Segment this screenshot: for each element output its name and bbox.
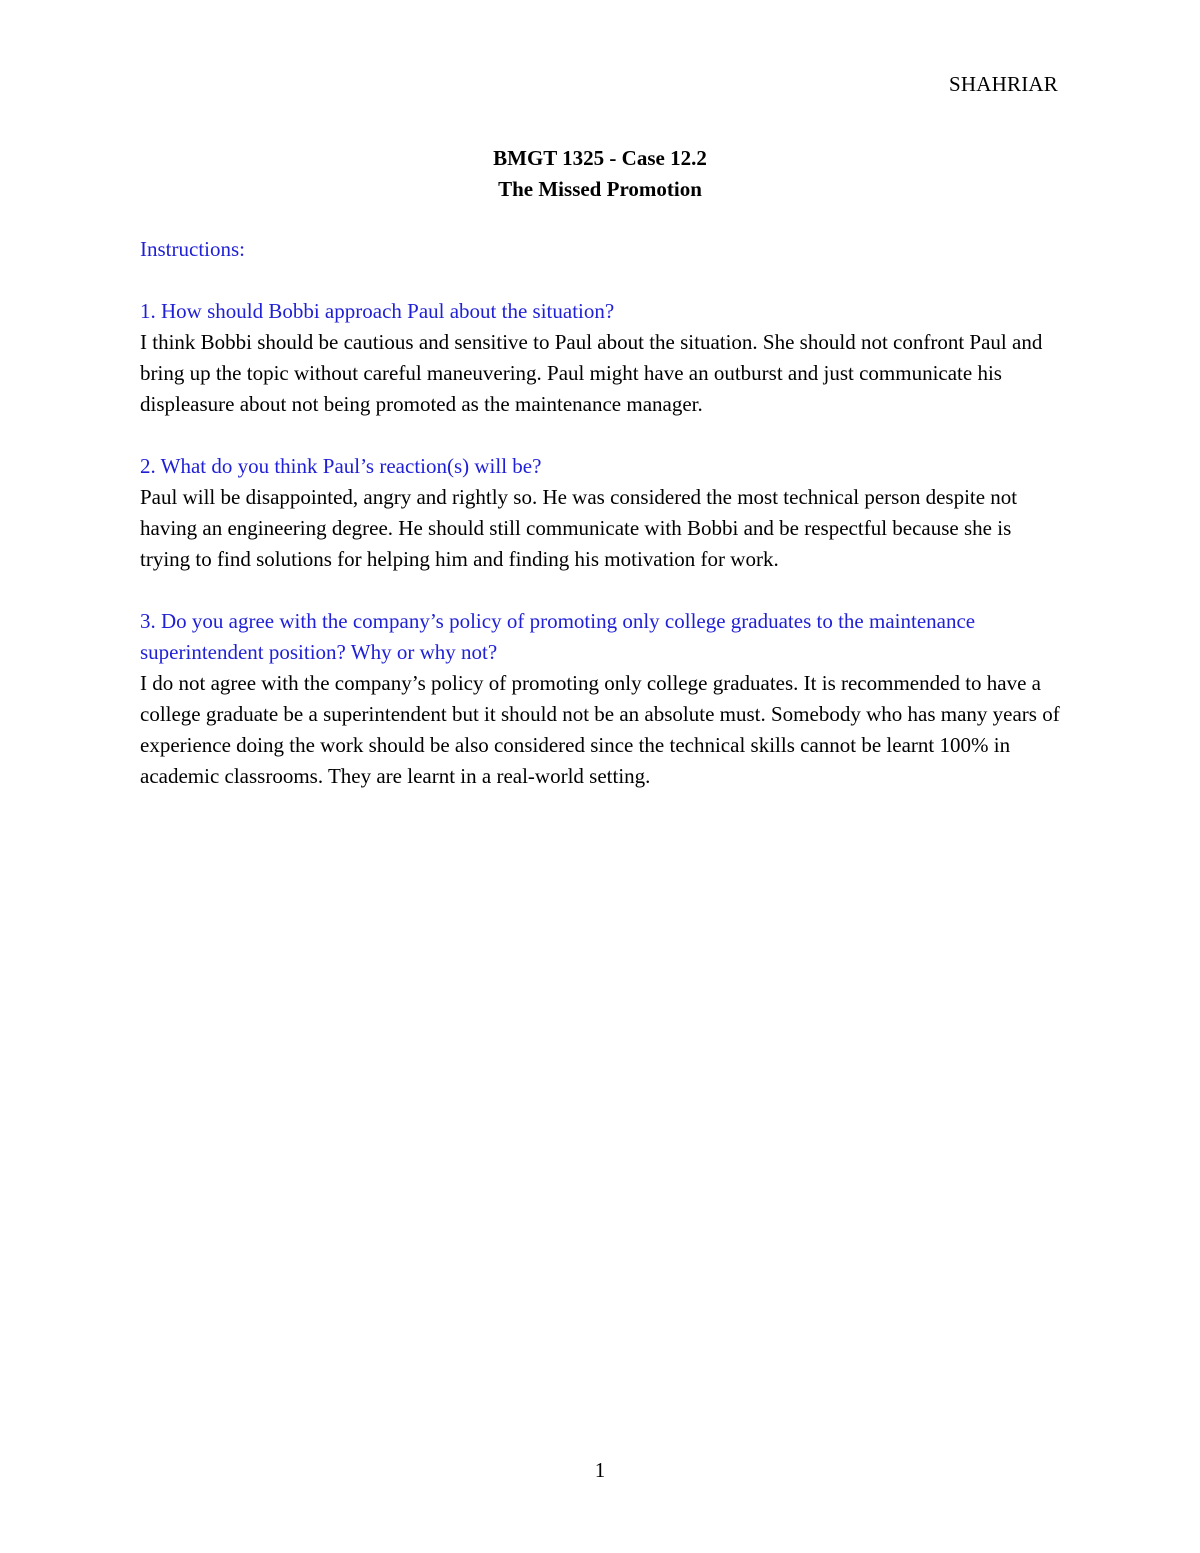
document-title bbox=[0, 143, 1200, 205]
qa-block-2 bbox=[140, 451, 1060, 575]
answer-1: I think Bobbi should be cautious and sensitive to Paul about the situation. She should not confront Paul and bring up the topic without careful maneuvering. Paul might have an outburst and just communicate his displeasure about not being promoted as the maintenance manager. bbox=[140, 330, 1043, 416]
qa-block-3 bbox=[140, 606, 1060, 792]
qa-block-1 bbox=[140, 296, 1060, 420]
course-case-title: BMGT 1325 - Case 12.2 bbox=[493, 146, 707, 170]
question-2: 2. What do you think Paul’s reaction(s) will be? bbox=[140, 454, 542, 478]
question-3: 3. Do you agree with the company’s policy of promoting only college graduates to the maintenance superintendent position? Why or why not? bbox=[140, 609, 976, 664]
document-body bbox=[140, 234, 1060, 823]
answer-2: Paul will be disappointed, angry and rightly so. He was considered the most technical person despite not having an engineering degree. He should still communicate with Bobbi and be respectful because she is trying to find solutions for helping him and finding his motivation for work. bbox=[140, 485, 1018, 571]
header-author-name: SHAHRIAR bbox=[949, 72, 1058, 96]
question-1: 1. How should Bobbi approach Paul about the situation? bbox=[140, 299, 615, 323]
instructions-label: Instructions: bbox=[140, 237, 245, 261]
page-number: 1 bbox=[594, 1458, 606, 1482]
case-subtitle: The Missed Promotion bbox=[498, 177, 702, 201]
answer-3: I do not agree with the company’s policy of promoting only college graduates. It is recommended to have a college graduate be a superintendent but it should not be an absolute must. Somebody who has many years of experience doing the work should be also considered since the technical skills cannot be learnt 100% in academic classrooms. They are learnt in a real-world setting. bbox=[140, 671, 1060, 788]
